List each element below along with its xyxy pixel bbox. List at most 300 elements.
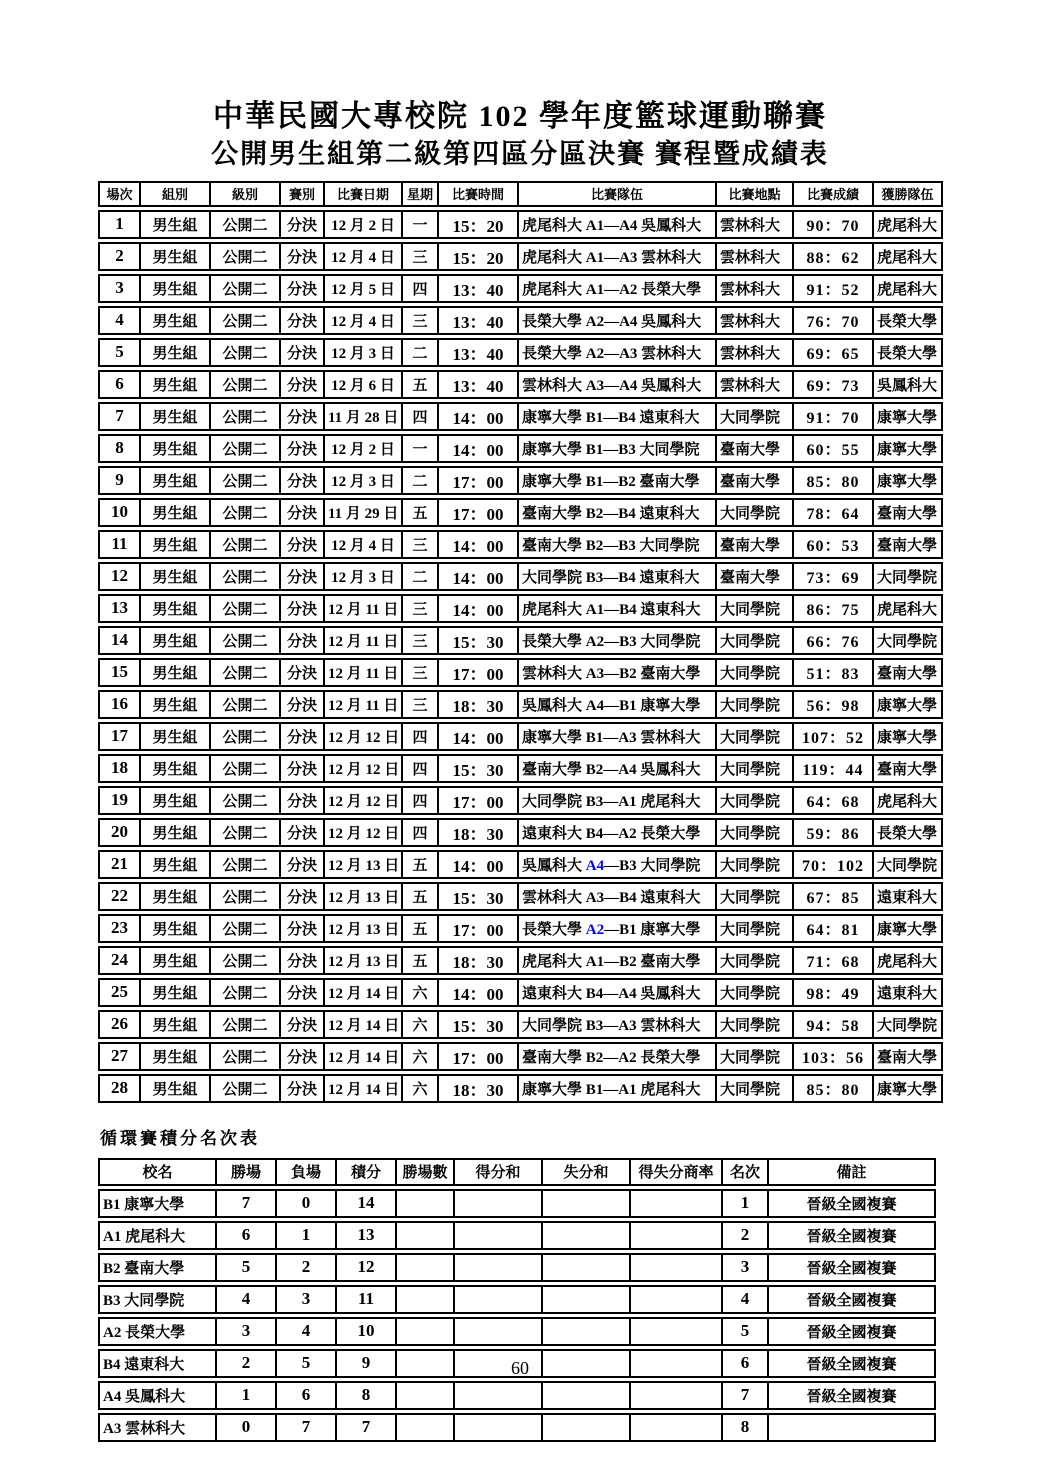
schedule-column-header: 級別 [210, 181, 280, 207]
schedule-cell-score: 76：70 [793, 306, 873, 335]
schedule-cell-teams: 康寧大學 B1—B3 大同學院 [518, 434, 716, 463]
standings-cell-remark: 晉級全國複賽 [768, 1317, 936, 1346]
schedule-cell-level: 公開二 [210, 434, 280, 463]
standings-cell-remark: 晉級全國複賽 [768, 1285, 936, 1314]
standings-cell-remark: 晉級全國複賽 [768, 1221, 936, 1250]
schedule-cell-match-time: 14：00 [438, 594, 518, 623]
standings-cell-school: B1 康寧大學 [98, 1189, 216, 1218]
standings-column-header: 名次 [722, 1158, 768, 1186]
schedule-cell-match-time: 17：00 [438, 786, 518, 815]
schedule-column-header: 比賽日期 [324, 181, 402, 207]
schedule-cell-winner: 康寧大學 [873, 690, 943, 719]
schedule-cell-score: 70：102 [793, 850, 873, 879]
schedule-column-header: 比賽地點 [716, 181, 793, 207]
standings-cell-points: 9 [336, 1349, 396, 1378]
team-code-link: A4 [585, 857, 605, 874]
schedule-cell-score: 51：83 [793, 658, 873, 687]
standings-cell-wins: 5 [216, 1253, 276, 1282]
schedule-row [98, 658, 943, 687]
schedule-cell-match-time: 17：00 [438, 914, 518, 943]
schedule-cell-level: 公開二 [210, 402, 280, 431]
schedule-cell-round-type: 分決 [280, 786, 324, 815]
standings-cell-losses: 1 [276, 1221, 336, 1250]
schedule-cell-match-number: 26 [98, 1010, 140, 1039]
schedule-cell-match-time: 18：30 [438, 946, 518, 975]
schedule-cell-teams: 康寧大學 B1—B2 臺南大學 [518, 466, 716, 495]
schedule-cell-score: 60：53 [793, 530, 873, 559]
standings-cell-wins: 0 [216, 1413, 276, 1442]
schedule-cell-venue: 臺南大學 [716, 530, 793, 559]
schedule-cell-group: 男生組 [140, 434, 210, 463]
schedule-cell-venue: 大同學院 [716, 722, 793, 751]
schedule-cell-match-number: 3 [98, 274, 140, 303]
schedule-cell-venue: 大同學院 [716, 946, 793, 975]
standings-cell-school: A4 吳鳳科大 [98, 1381, 216, 1410]
schedule-cell-weekday: 六 [402, 1042, 438, 1071]
schedule-cell-match-number: 17 [98, 722, 140, 751]
standings-cell-wins: 4 [216, 1285, 276, 1314]
schedule-cell-match-date: 12 月 4 日 [324, 306, 402, 335]
standings-cell-points-for [454, 1221, 542, 1250]
schedule-cell-winner: 臺南大學 [873, 754, 943, 783]
standings-cell-points: 12 [336, 1253, 396, 1282]
schedule-cell-group: 男生組 [140, 370, 210, 399]
schedule-cell-match-time: 18：30 [438, 1074, 518, 1103]
standings-cell-remark [768, 1413, 936, 1442]
schedule-cell-group: 男生組 [140, 882, 210, 911]
schedule-row [98, 914, 943, 943]
schedule-cell-score: 69：73 [793, 370, 873, 399]
schedule-row [98, 722, 943, 751]
standings-cell-remark: 晉級全國複賽 [768, 1381, 936, 1410]
schedule-cell-level: 公開二 [210, 1010, 280, 1039]
schedule-cell-venue: 雲林科大 [716, 338, 793, 367]
standings-cell-ratio [630, 1285, 722, 1314]
schedule-cell-score: 98：49 [793, 978, 873, 1007]
schedule-cell-match-date: 12 月 11 日 [324, 626, 402, 655]
schedule-cell-teams: 康寧大學 B1—A3 雲林科大 [518, 722, 716, 751]
schedule-cell-round-type: 分決 [280, 914, 324, 943]
schedule-cell-winner: 虎尾科大 [873, 786, 943, 815]
schedule-cell-weekday: 四 [402, 274, 438, 303]
standings-cell-school: B3 大同學院 [98, 1285, 216, 1314]
schedule-cell-round-type: 分決 [280, 1074, 324, 1103]
standings-column-header: 勝場 [216, 1158, 276, 1186]
schedule-cell-score: 60：55 [793, 434, 873, 463]
team-code-link: A2 [585, 921, 605, 938]
schedule-row [98, 466, 943, 495]
standings-cell-school: A1 虎尾科大 [98, 1221, 216, 1250]
schedule-cell-venue: 大同學院 [716, 914, 793, 943]
schedule-cell-score: 85：80 [793, 466, 873, 495]
schedule-cell-match-time: 15：30 [438, 1010, 518, 1039]
schedule-row [98, 306, 943, 335]
schedule-cell-level: 公開二 [210, 914, 280, 943]
standings-cell-ratio [630, 1253, 722, 1282]
schedule-cell-match-number: 27 [98, 1042, 140, 1071]
schedule-cell-weekday: 三 [402, 594, 438, 623]
schedule-cell-match-time: 13：40 [438, 370, 518, 399]
standings-cell-win-count [396, 1413, 454, 1442]
schedule-cell-match-date: 12 月 12 日 [324, 786, 402, 815]
schedule-cell-match-number: 18 [98, 754, 140, 783]
schedule-cell-match-date: 11 月 29 日 [324, 498, 402, 527]
schedule-cell-round-type: 分決 [280, 274, 324, 303]
standings-cell-points: 14 [336, 1189, 396, 1218]
schedule-cell-teams: 雲林科大 A3—A4 吳鳳科大 [518, 370, 716, 399]
schedule-cell-weekday: 二 [402, 466, 438, 495]
schedule-cell-winner: 康寧大學 [873, 1074, 943, 1103]
schedule-cell-weekday: 六 [402, 1010, 438, 1039]
standings-cell-win-count [396, 1221, 454, 1250]
schedule-cell-match-time: 17：00 [438, 498, 518, 527]
schedule-row [98, 530, 943, 559]
schedule-cell-match-time: 14：00 [438, 562, 518, 591]
schedule-cell-weekday: 四 [402, 818, 438, 847]
standings-cell-rank: 6 [722, 1349, 768, 1378]
schedule-cell-weekday: 一 [402, 434, 438, 463]
standings-row [98, 1285, 936, 1314]
schedule-cell-score: 59：86 [793, 818, 873, 847]
schedule-cell-round-type: 分決 [280, 530, 324, 559]
schedule-cell-level: 公開二 [210, 690, 280, 719]
schedule-cell-match-time: 18：30 [438, 690, 518, 719]
schedule-cell-round-type: 分決 [280, 978, 324, 1007]
schedule-cell-match-time: 15：30 [438, 882, 518, 911]
standings-cell-points: 11 [336, 1285, 396, 1314]
schedule-cell-teams: 臺南大學 B2—B3 大同學院 [518, 530, 716, 559]
schedule-cell-match-time: 17：00 [438, 1042, 518, 1071]
schedule-cell-teams: 雲林科大 A3—B4 遠東科大 [518, 882, 716, 911]
schedule-cell-match-date: 12 月 3 日 [324, 338, 402, 367]
schedule-cell-winner: 康寧大學 [873, 914, 943, 943]
schedule-cell-group: 男生組 [140, 722, 210, 751]
standings-cell-school: B2 臺南大學 [98, 1253, 216, 1282]
schedule-cell-match-time: 15：20 [438, 210, 518, 239]
schedule-cell-match-time: 13：40 [438, 338, 518, 367]
standings-cell-wins: 1 [216, 1381, 276, 1410]
schedule-cell-winner: 臺南大學 [873, 498, 943, 527]
schedule-results-table [98, 178, 943, 1106]
schedule-row [98, 402, 943, 431]
standings-cell-win-count [396, 1285, 454, 1314]
schedule-cell-round-type: 分決 [280, 754, 324, 783]
standings-cell-school: A3 雲林科大 [98, 1413, 216, 1442]
schedule-cell-group: 男生組 [140, 338, 210, 367]
schedule-cell-score: 71：68 [793, 946, 873, 975]
schedule-cell-level: 公開二 [210, 1042, 280, 1071]
schedule-cell-teams: 虎尾科大 A1—A3 雲林科大 [518, 242, 716, 271]
schedule-cell-weekday: 五 [402, 370, 438, 399]
schedule-cell-venue: 大同學院 [716, 882, 793, 911]
schedule-cell-winner: 遠東科大 [873, 882, 943, 911]
schedule-cell-winner: 康寧大學 [873, 722, 943, 751]
schedule-row [98, 882, 943, 911]
schedule-row [98, 498, 943, 527]
schedule-cell-group: 男生組 [140, 242, 210, 271]
schedule-cell-score: 86：75 [793, 594, 873, 623]
schedule-cell-level: 公開二 [210, 498, 280, 527]
schedule-cell-teams: 臺南大學 B2—A4 吳鳳科大 [518, 754, 716, 783]
standings-row [98, 1413, 936, 1442]
schedule-cell-score: 91：70 [793, 402, 873, 431]
schedule-cell-winner: 虎尾科大 [873, 210, 943, 239]
schedule-cell-teams: 虎尾科大 A1—A4 吳鳳科大 [518, 210, 716, 239]
schedule-cell-round-type: 分決 [280, 242, 324, 271]
schedule-cell-round-type: 分決 [280, 722, 324, 751]
standings-table [98, 1155, 936, 1445]
schedule-cell-group: 男生組 [140, 786, 210, 815]
schedule-cell-group: 男生組 [140, 1042, 210, 1071]
schedule-cell-match-number: 13 [98, 594, 140, 623]
schedule-cell-level: 公開二 [210, 946, 280, 975]
schedule-cell-match-date: 12 月 5 日 [324, 274, 402, 303]
schedule-cell-weekday: 四 [402, 786, 438, 815]
schedule-cell-weekday: 三 [402, 306, 438, 335]
schedule-cell-round-type: 分決 [280, 498, 324, 527]
schedule-cell-teams: 長榮大學 A2—A3 雲林科大 [518, 338, 716, 367]
schedule-cell-match-time: 13：40 [438, 274, 518, 303]
schedule-cell-score: 91：52 [793, 274, 873, 303]
schedule-cell-score: 69：65 [793, 338, 873, 367]
schedule-cell-winner: 虎尾科大 [873, 274, 943, 303]
standings-cell-rank: 2 [722, 1221, 768, 1250]
schedule-cell-match-date: 12 月 13 日 [324, 914, 402, 943]
schedule-cell-group: 男生組 [140, 946, 210, 975]
schedule-cell-group: 男生組 [140, 402, 210, 431]
standings-cell-wins: 2 [216, 1349, 276, 1378]
schedule-row [98, 210, 943, 239]
schedule-cell-match-time: 15：20 [438, 242, 518, 271]
schedule-cell-group: 男生組 [140, 1010, 210, 1039]
schedule-cell-winner: 吳鳳科大 [873, 370, 943, 399]
schedule-cell-round-type: 分決 [280, 370, 324, 399]
standings-cell-losses: 3 [276, 1285, 336, 1314]
schedule-cell-round-type: 分決 [280, 850, 324, 879]
schedule-cell-match-date: 12 月 14 日 [324, 1042, 402, 1071]
schedule-cell-match-date: 12 月 12 日 [324, 722, 402, 751]
schedule-cell-group: 男生組 [140, 850, 210, 879]
schedule-cell-match-number: 5 [98, 338, 140, 367]
schedule-cell-weekday: 二 [402, 562, 438, 591]
schedule-cell-score: 107：52 [793, 722, 873, 751]
schedule-cell-venue: 大同學院 [716, 690, 793, 719]
standings-cell-points: 10 [336, 1317, 396, 1346]
standings-cell-wins: 7 [216, 1189, 276, 1218]
schedule-cell-teams: 吳鳳科大 A4—B3 大同學院 [518, 850, 716, 879]
schedule-cell-match-date: 12 月 3 日 [324, 466, 402, 495]
schedule-cell-winner: 康寧大學 [873, 466, 943, 495]
schedule-cell-score: 85：80 [793, 1074, 873, 1103]
schedule-column-header: 場次 [98, 181, 140, 207]
schedule-cell-weekday: 四 [402, 754, 438, 783]
schedule-cell-match-number: 2 [98, 242, 140, 271]
schedule-row [98, 626, 943, 655]
standings-title: 循環賽積分名次表 [100, 1128, 260, 1148]
schedule-cell-weekday: 六 [402, 1074, 438, 1103]
schedule-row [98, 274, 943, 303]
schedule-cell-winner: 臺南大學 [873, 658, 943, 687]
standings-cell-remark: 晉級全國複賽 [768, 1253, 936, 1282]
schedule-cell-winner: 長榮大學 [873, 306, 943, 335]
schedule-cell-match-date: 12 月 11 日 [324, 690, 402, 719]
standings-cell-points-against [542, 1189, 630, 1218]
schedule-cell-match-date: 12 月 2 日 [324, 210, 402, 239]
schedule-cell-match-number: 22 [98, 882, 140, 911]
schedule-cell-score: 67：85 [793, 882, 873, 911]
standings-cell-losses: 5 [276, 1349, 336, 1378]
schedule-cell-teams: 虎尾科大 A1—B2 臺南大學 [518, 946, 716, 975]
schedule-cell-level: 公開二 [210, 306, 280, 335]
schedule-cell-match-date: 12 月 13 日 [324, 850, 402, 879]
schedule-cell-score: 78：64 [793, 498, 873, 527]
schedule-cell-round-type: 分決 [280, 402, 324, 431]
standings-column-header: 積分 [336, 1158, 396, 1186]
schedule-cell-group: 男生組 [140, 818, 210, 847]
schedule-cell-match-date: 12 月 13 日 [324, 946, 402, 975]
schedule-row [98, 818, 943, 847]
schedule-cell-score: 64：68 [793, 786, 873, 815]
standings-cell-school: A2 長榮大學 [98, 1317, 216, 1346]
schedule-cell-match-date: 12 月 14 日 [324, 978, 402, 1007]
schedule-cell-match-time: 17：00 [438, 466, 518, 495]
schedule-cell-weekday: 五 [402, 882, 438, 911]
schedule-cell-round-type: 分決 [280, 306, 324, 335]
schedule-cell-level: 公開二 [210, 242, 280, 271]
schedule-cell-score: 88：62 [793, 242, 873, 271]
schedule-cell-match-number: 6 [98, 370, 140, 399]
schedule-row [98, 786, 943, 815]
schedule-cell-round-type: 分決 [280, 466, 324, 495]
schedule-cell-teams: 長榮大學 A2—A4 吳鳳科大 [518, 306, 716, 335]
schedule-cell-match-number: 21 [98, 850, 140, 879]
schedule-cell-winner: 長榮大學 [873, 818, 943, 847]
schedule-cell-level: 公開二 [210, 530, 280, 559]
schedule-cell-score: 73：69 [793, 562, 873, 591]
schedule-column-header: 比賽隊伍 [518, 181, 716, 207]
schedule-cell-winner: 臺南大學 [873, 1042, 943, 1071]
schedule-cell-round-type: 分決 [280, 434, 324, 463]
schedule-cell-level: 公開二 [210, 626, 280, 655]
schedule-cell-level: 公開二 [210, 274, 280, 303]
schedule-cell-match-number: 15 [98, 658, 140, 687]
standings-cell-losses: 0 [276, 1189, 336, 1218]
schedule-cell-teams: 臺南大學 B2—B4 遠東科大 [518, 498, 716, 527]
schedule-cell-match-date: 12 月 12 日 [324, 818, 402, 847]
schedule-cell-match-date: 12 月 14 日 [324, 1010, 402, 1039]
schedule-cell-winner: 康寧大學 [873, 434, 943, 463]
schedule-cell-group: 男生組 [140, 1074, 210, 1103]
standings-column-header: 勝場數 [396, 1158, 454, 1186]
schedule-cell-match-number: 19 [98, 786, 140, 815]
schedule-cell-match-number: 10 [98, 498, 140, 527]
standings-cell-points: 13 [336, 1221, 396, 1250]
standings-cell-losses: 4 [276, 1317, 336, 1346]
standings-row [98, 1317, 936, 1346]
schedule-cell-weekday: 五 [402, 850, 438, 879]
schedule-cell-group: 男生組 [140, 530, 210, 559]
schedule-cell-venue: 大同學院 [716, 498, 793, 527]
schedule-cell-teams: 康寧大學 B1—B4 遠東科大 [518, 402, 716, 431]
schedule-cell-venue: 大同學院 [716, 402, 793, 431]
schedule-cell-venue: 大同學院 [716, 850, 793, 879]
schedule-cell-venue: 雲林科大 [716, 306, 793, 335]
standings-cell-points-against [542, 1253, 630, 1282]
standings-header-row [98, 1158, 936, 1186]
schedule-cell-venue: 雲林科大 [716, 210, 793, 239]
schedule-cell-round-type: 分決 [280, 658, 324, 687]
schedule-row [98, 850, 943, 879]
schedule-cell-winner: 大同學院 [873, 562, 943, 591]
schedule-cell-teams: 大同學院 B3—A3 雲林科大 [518, 1010, 716, 1039]
standings-column-header: 負場 [276, 1158, 336, 1186]
schedule-cell-match-number: 7 [98, 402, 140, 431]
schedule-cell-venue: 臺南大學 [716, 562, 793, 591]
schedule-cell-winner: 長榮大學 [873, 338, 943, 367]
standings-column-header: 備註 [768, 1158, 936, 1186]
schedule-cell-round-type: 分決 [280, 338, 324, 367]
schedule-cell-level: 公開二 [210, 978, 280, 1007]
schedule-cell-match-date: 12 月 14 日 [324, 1074, 402, 1103]
schedule-cell-match-number: 12 [98, 562, 140, 591]
schedule-cell-match-number: 25 [98, 978, 140, 1007]
schedule-cell-match-date: 12 月 13 日 [324, 882, 402, 911]
schedule-cell-round-type: 分決 [280, 882, 324, 911]
schedule-cell-weekday: 五 [402, 914, 438, 943]
schedule-row [98, 562, 943, 591]
schedule-row [98, 946, 943, 975]
schedule-cell-match-number: 16 [98, 690, 140, 719]
schedule-cell-venue: 臺南大學 [716, 466, 793, 495]
schedule-cell-match-time: 14：00 [438, 978, 518, 1007]
standings-cell-ratio [630, 1317, 722, 1346]
schedule-cell-weekday: 三 [402, 530, 438, 559]
standings-cell-rank: 3 [722, 1253, 768, 1282]
schedule-cell-group: 男生組 [140, 210, 210, 239]
schedule-row [98, 1074, 943, 1103]
standings-cell-points-against [542, 1285, 630, 1314]
schedule-cell-weekday: 三 [402, 626, 438, 655]
schedule-cell-level: 公開二 [210, 850, 280, 879]
schedule-column-header: 比賽成績 [793, 181, 873, 207]
standings-cell-points-for [454, 1317, 542, 1346]
schedule-cell-round-type: 分決 [280, 1042, 324, 1071]
standings-cell-points-against [542, 1317, 630, 1346]
schedule-cell-winner: 康寧大學 [873, 402, 943, 431]
schedule-row [98, 1042, 943, 1071]
schedule-cell-match-time: 14：00 [438, 850, 518, 879]
schedule-row [98, 1010, 943, 1039]
schedule-cell-level: 公開二 [210, 658, 280, 687]
schedule-cell-round-type: 分決 [280, 818, 324, 847]
schedule-row [98, 338, 943, 367]
schedule-cell-match-number: 4 [98, 306, 140, 335]
standings-column-header: 得失分商率 [630, 1158, 722, 1186]
standings-cell-win-count [396, 1189, 454, 1218]
schedule-cell-match-time: 15：30 [438, 754, 518, 783]
schedule-cell-match-number: 11 [98, 530, 140, 559]
schedule-cell-match-number: 14 [98, 626, 140, 655]
schedule-cell-match-number: 1 [98, 210, 140, 239]
schedule-cell-round-type: 分決 [280, 594, 324, 623]
schedule-cell-match-number: 28 [98, 1074, 140, 1103]
schedule-cell-round-type: 分決 [280, 562, 324, 591]
schedule-cell-level: 公開二 [210, 1074, 280, 1103]
schedule-column-header: 比賽時間 [438, 181, 518, 207]
standings-cell-points: 8 [336, 1381, 396, 1410]
document-subtitle: 公開男生組第二級第四區分區決賽 賽程暨成績表 [211, 138, 829, 169]
schedule-cell-winner: 虎尾科大 [873, 946, 943, 975]
